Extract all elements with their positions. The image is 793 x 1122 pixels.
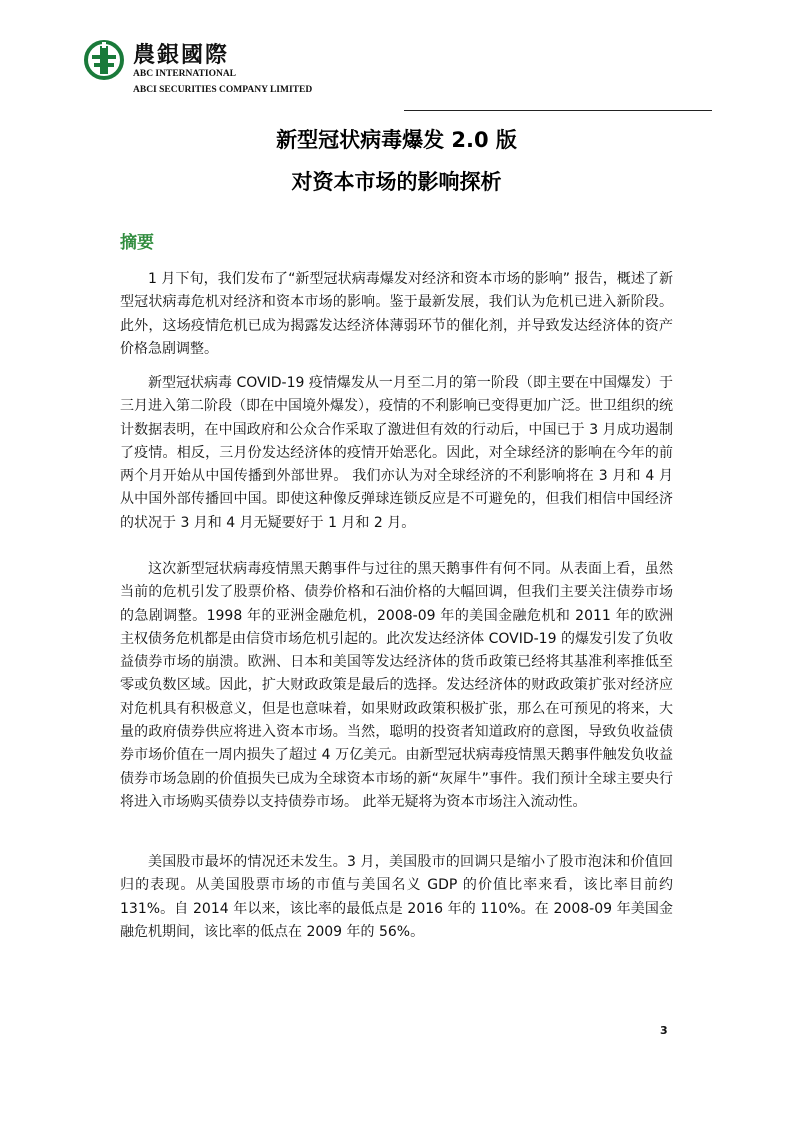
header-divider — [404, 110, 712, 111]
company-subtitle-english: ABCI SECURITIES COMPANY LIMITED — [133, 85, 313, 95]
abc-logo-icon — [84, 40, 124, 80]
company-name-chinese: 農銀國際 — [133, 42, 230, 68]
summary-paragraph-2: 新型冠状病毒 COVID-19 疫情爆发从一月至二月的第一阶段（即主要在中国爆发）于三月进入第二阶段（即在中国境外爆发），疫情的不利影响已变得更加广泛。世卫组织的统计数据表明，在中国政府和公众合作采取了激进但有效的行动后，中国已于 3 月成功遏制了疫情。相反，三月份发达经济体的疫情开始恶化。因此，对全球经济的影响在今年的前两个月开始从中国传播到外部世界。 我们亦认为对全球经济的不利影响将在 3 月和 4 月从中国外部传播回中国。即使这种像反弹球连锁反应是不可避免的，但我们相信中国经济的状况于 3 月和 4 月无疑要好于 1 月和 2 月。 — [120, 375, 673, 531]
report-title-line1: 新型冠状病毒爆发 2.0 版 — [276, 128, 517, 152]
page-number: 3 — [660, 1024, 668, 1037]
summary-paragraph-1: 1 月下旬，我们发布了“新型冠状病毒爆发对经济和资本市场的影响” 报告，概述了新型冠状病毒危机对经济和资本市场的影响。鉴于最新发展，我们认为危机已进入新阶段。 此外，这场疫情危机已成为揭露发达经济体薄弱环节的催化剂，并导致发达经济体的资产价格急剧调整。 — [120, 271, 673, 357]
company-name-english: ABC INTERNATIONAL — [133, 69, 237, 79]
page-header — [84, 38, 644, 98]
summary-paragraph-3: 这次新型冠状病毒疫情黑天鹅事件与过往的黑天鹅事件有何不同。从表面上看，虽然当前的危机引发了股票价格、债券价格和石油价格的大幅回调，但我们主要关注债券市场的急剧调整。1998 年的亚洲金融危机，2008-09 年的美国金融危机和 2011 年的欧洲主权债务危机都是由信贷市场危机引起的。此次发达经济体 COVID-19 的爆发引发了负收益债券市场的崩溃。欧洲、日本和美国等发达经济体的货币政策已经将其基准利率推低至零或负数区域。因此，扩大财政政策是最后的选择。发达经济体的财政政策扩张对经济应对危机具有积极意义，但是也意味着，如果财政政策积极扩张，那么在可预见的将来，大量的政府债券供应将进入资本市场。当然，聪明的投资者知道政府的意图，导致负收益债券市场价值在一周内损失了超过 4 万亿美元。由新型冠状病毒疫情黑天鹅事件触发负收益债券市场急剧的价值损失已成为全球资本市场的新“灰犀牛”事件。我们预计全球主要央行将进入市场购买债券以支持债券市场。 此举无疑将为资本市场注入流动性。 — [120, 561, 673, 810]
summary-heading: 摘要 — [120, 233, 154, 253]
summary-paragraph-4: 美国股市最坏的情况还未发生。3 月，美国股市的回调只是缩小了股市泡沫和价值回归的表现。从美国股票市场的市值与美国名义 GDP 的价值比率来看，该比率目前约 131%。自 2014 年以来，该比率的最低点是 2016 年的 110%。在 2008-09 年美国金融危机期间，该比率的低点在 2009 年的 56%。 — [120, 854, 673, 940]
report-title-line2: 对资本市场的影响探析 — [291, 170, 502, 194]
